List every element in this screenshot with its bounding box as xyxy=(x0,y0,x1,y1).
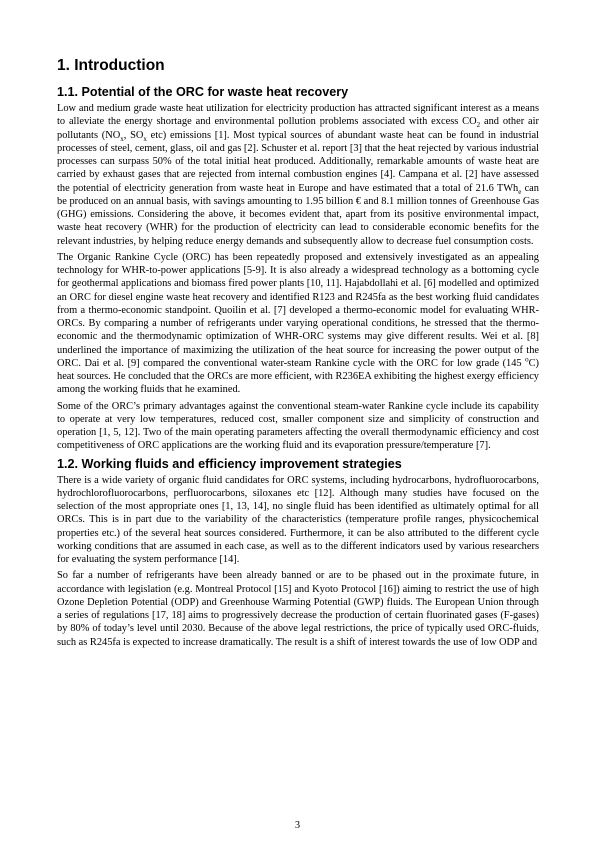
subsection-heading-1-1: 1.1. Potential of the ORC for waste heat recovery xyxy=(57,85,349,99)
paragraph-1-2-1: There is a wide variety of organic fluid candidates for ORC systems, including hydrocarbons, hydrofluorocarbons, hydrochlorofluorocarbons, perfluorocarbons, siloxanes etc [12]. Although many studies have focused on the selection of the most appropriate ones [1, 13, 14], no single fluid has been identified as ultimately optimal for all ORCs. This is in part due to the variability of the characteristics (temperature profile ranges, physicochemical properties etc.) of the several heat sources considered. Furthermore, it can be also attributed to the different cycle working conditions that are assumed in each case, as well as to the different indicators used by various researchers for evaluating the system performance [14]. xyxy=(57,474,539,565)
subsection-heading-1-2: 1.2. Working fluids and efficiency improvement strategies xyxy=(57,456,402,471)
section-heading: 1. Introduction xyxy=(57,57,165,74)
paragraph-1-1-2: The Organic Rankine Cycle (ORC) has been repeatedly proposed and extensively investigated as an appealing technology for WHR-to-power applications [5-9]. It is also already a widespread technology as a bottoming cycle for geothermal applications and biomass fired power plants [10, 11]. Hajabdollahi et al. [6] modelled and optimized an ORC for diesel engine waste heat recovery and identified R123 and R245fa as the best working fluid candidates from a thermo-economic standpoint. Quoilin et al. [7] developed a thermo-economic model for evaluating WHR-ORCs. By comparing a number of refrigerants under varying operational conditions, he stressed that the thermo-economic and the thermodynamic optimization of WHR-ORC systems may give different results. Wei et al. [8] underlined the importance of maximizing the utilization of the heat source for increasing the power output of the ORC. Dai et al. [9] compared the conventional water-steam Rankine cycle with the ORC for low grade (145 $^o$C) heat sources. He concluded that the ORCs are more efficient, with R236EA exhibiting the highest exergy efficiency among the working fluids that he examined. xyxy=(57,251,539,396)
paragraph-1-1-3: Some of the ORC’s primary advantages against the conventional steam-water Rankine cycle include its capability to operate at very low temperatures, reduced cost, smaller component size and simplicity of construction and operation [1, 5, 12]. Two of the main operating parameters affecting the overall thermodynamic efficiency and cost competitiveness of ORC applications are the working fluid and its evaporation pressure/temperature [7]. xyxy=(57,400,539,452)
page-number: 3 xyxy=(294,820,301,831)
paragraph-1-2-2: So far a number of refrigerants have been already banned or are to be phased out in the proximate future, in accordance with legislation (e.g. Montreal Protocol [15] and Kyoto Protocol [16]) aiming to restrict the use of high Ozone Depletion Potential (ODP) and Greenhouse Warming Potential (GWP) fluids. The European Union through a series of regulations [17, 18] aims to progressively decrease the production of certain fluorinated gases (F-gases) by 80% of today’s level until 2030. Because of the above legal restrictions, the price of typically used ORC-fluids, such as R245fa is expected to increase dramatically. The result is a shift of interest towards the use of low ODP and xyxy=(57,570,539,648)
page-content xyxy=(57,56,539,652)
paragraph-1-1-1: Low and medium grade waste heat utilization for electricity production has attracted significant interest as a means to alleviate the energy shortage and environmental pollution problems associated with excess $CO_2$ and other air pollutants ($NO_x$, $SO_x$ etc) emissions [1]. Most typical sources of abundant waste heat can be found in industrial processes of steel, cement, glass, oil and gas [2]. Schuster et al. report [3] that the heat rejected by various industrial processes can surpass 50% of the total initial heat produced. Additionally, remarkable amounts of waste heat are carried by exhaust gases that are rejected from internal combustion engines [4]. Campana et al. [2] have assessed the potential of electricity generation from waste heat in Europe and have estimated that a total of 21.6 TWh$_e$ can be produced on an annual basis, with savings amounting to 1.95 billion € and 8.1 million tonnes of Greenhouse Gas (GHG) emissions. Considering the above, it becomes evident that, apart from its positive environmental impact, waste heat recovery (WHR) for the production of electricity can lead to considerable economic benefits for the relevant industries, by helping reduce energy demands and subsequently allow to decrease fuel consumption costs. xyxy=(57,103,540,247)
